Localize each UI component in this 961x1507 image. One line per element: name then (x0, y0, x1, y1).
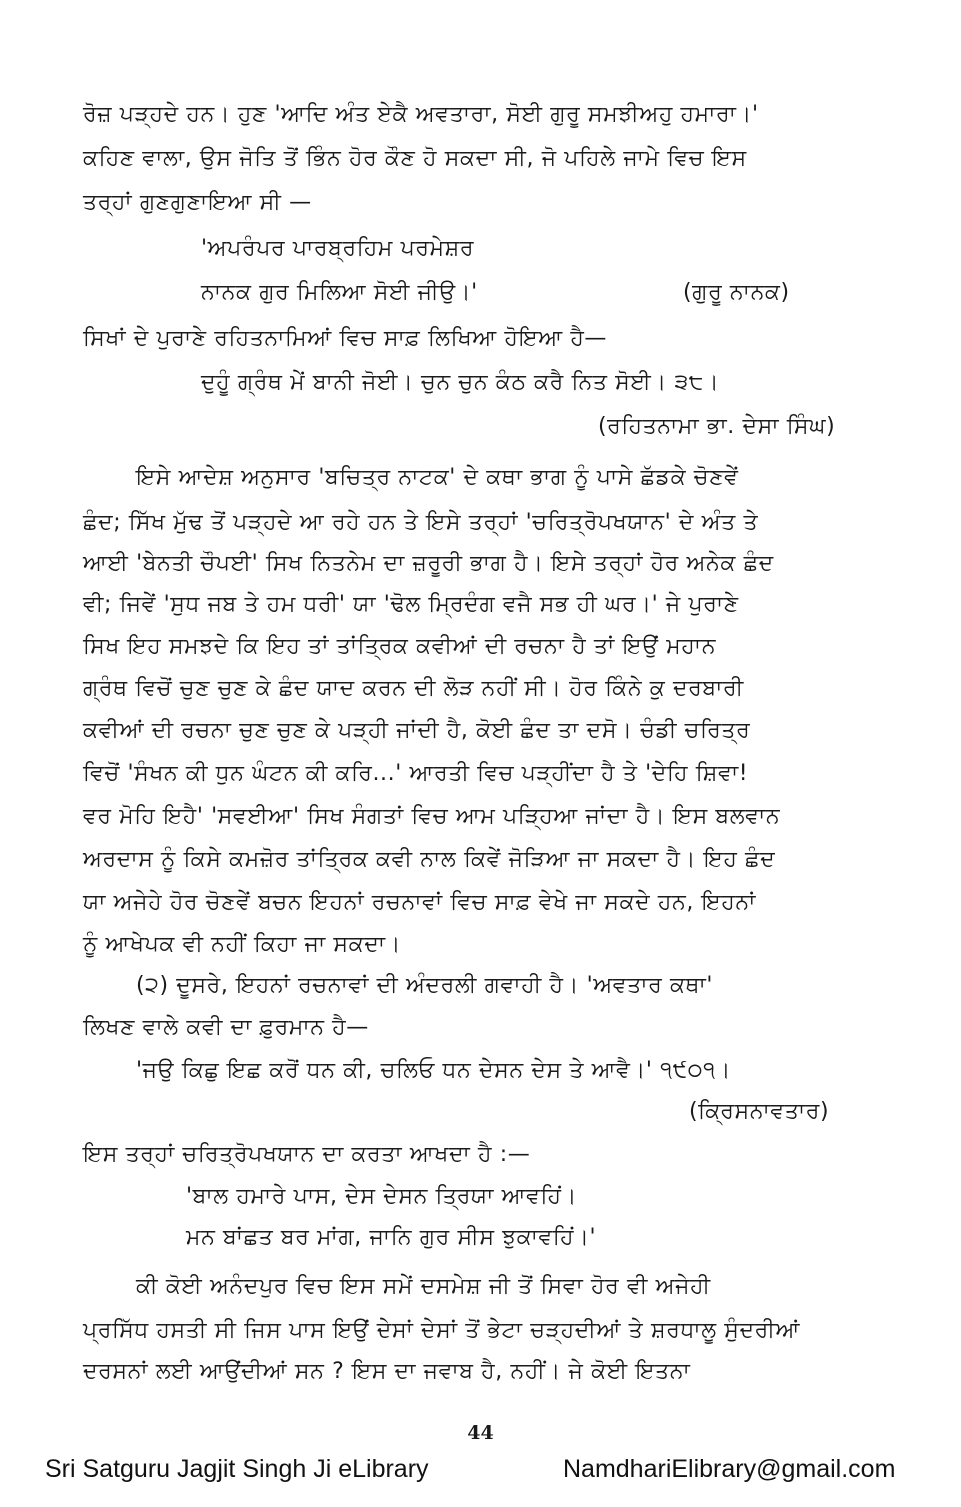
text-line: ਕਹਿਣ ਵਾਲਾ, ਉਸ ਜੋਤਿ ਤੋਂ ਭਿੰਨ ਹੋਰ ਕੌਣ ਹੋ ਸਕਦਾ ਸੀ, ਜੋ ਪਹਿਲੇ ਜਾਮੇ ਵਿਚ ਇਸ (83, 146, 747, 171)
text-line: ਰੋਜ਼ ਪੜ੍ਹਦੇ ਹਨ। ਹੁਣ 'ਆਦਿ ਅੰਤ ਏਕੈ ਅਵਤਾਰਾ, ਸੋਈ ਗੁਰੂ ਸਮਝੀਅਹੁ ਹਮਾਰਾ।' (83, 102, 759, 127)
text-line: ਲਿਖਣ ਵਾਲੇ ਕਵੀ ਦਾ ਫ਼ੁਰਮਾਨ ਹੈ— (83, 1015, 369, 1040)
text-line: ਕਵੀਆਂ ਦੀ ਰਚਨਾ ਚੁਣ ਚੁਣ ਕੇ ਪੜ੍ਹੀ ਜਾਂਦੀ ਹੈ, ਕੋਈ ਛੰਦ ਤਾ ਦਸੋ। ਚੰਡੀ ਚਰਿਤ੍ਰ (83, 718, 751, 743)
citation: (ਗੁਰੂ ਨਾਨਕ) (683, 280, 790, 305)
verse-line: ਮਨ ਬਾਂਛਤ ਬਰ ਮਾਂਗ, ਜਾਨਿ ਗੁਰ ਸੀਸ ਝੁਕਾਵਹਿਂ।' (186, 1225, 597, 1250)
verse-line: ਦੁਹੂੰ ਗ੍ਰੰਥ ਮੇਂ ਬਾਨੀ ਜੋਈ। ਚੁਨ ਚੁਨ ਕੰਠ ਕਰੈ ਨਿਤ ਸੋਈ। ੩੮। (201, 370, 720, 395)
text-line: ਇਸ ਤਰ੍ਹਾਂ ਚਰਿਤ੍ਰੋਪਖਯਾਨ ਦਾ ਕਰਤਾ ਆਖਦਾ ਹੈ :— (83, 1142, 531, 1167)
text-line: ਤਰ੍ਹਾਂ ਗੁਣਗੁਣਾਇਆ ਸੀ — (83, 190, 312, 215)
verse-line: 'ਜਉ ਕਿਛੁ ਇਛ ਕਰੋਂ ਧਨ ਕੀ, ਚਲਿਓ ਧਨ ਦੇਸਨ ਦੇਸ ਤੇ ਆਵੈ।' ੧੯੦੧। (136, 1058, 732, 1083)
text-line: ਛੰਦ; ਸਿੱਖ ਮੁੱਢ ਤੋਂ ਪੜ੍ਹਦੇ ਆ ਰਹੇ ਹਨ ਤੇ ਇਸੇ ਤਰ੍ਹਾਂ 'ਚਰਿਤ੍ਰੋਪਖਯਾਨ' ਦੇ ਅੰਤ ਤੇ (83, 510, 759, 535)
citation: (ਕ੍ਰਿਸਨਾਵਤਾਰ) (689, 1099, 830, 1124)
text-line: ਕੀ ਕੋਈ ਅਨੰਦਪੁਰ ਵਿਚ ਇਸ ਸਮੇਂ ਦਸਮੇਸ਼ ਜੀ ਤੋਂ ਸਿਵਾ ਹੋਰ ਵੀ ਅਜੇਹੀ (136, 1274, 711, 1299)
text-line: ਵਰ ਮੋਹਿ ਇਹੈ' 'ਸਵਈਆ' ਸਿਖ ਸੰਗਤਾਂ ਵਿਚ ਆਮ ਪੜ੍ਹਿਆ ਜਾਂਦਾ ਹੈ। ਇਸ ਬਲਵਾਨ (83, 804, 781, 829)
citation: (ਰਹਿਤਨਾਮਾ ਭਾ. ਦੇਸਾ ਸਿੰਘ) (598, 414, 836, 439)
text-line: ਗ੍ਰੰਥ ਵਿਚੋਂ ਚੁਣ ਚੁਣ ਕੇ ਛੰਦ ਯਾਦ ਕਰਨ ਦੀ ਲੋੜ ਨਹੀਂ ਸੀ। ਹੋਰ ਕਿੰਨੇ ਕੁ ਦਰਬਾਰੀ (83, 676, 744, 701)
text-line: ਯਾ ਅਜੇਹੇ ਹੋਰ ਚੋਣਵੇਂ ਬਚਨ ਇਹਨਾਂ ਰਚਨਾਵਾਂ ਵਿਚ ਸਾਫ਼ ਵੇਖੇ ਜਾ ਸਕਦੇ ਹਨ, ਇਹਨਾਂ (83, 890, 756, 915)
text-line: ਵਿਚੋਂ 'ਸੰਖਨ ਕੀ ਧੁਨ ਘੰਟਨ ਕੀ ਕਰਿ...' ਆਰਤੀ ਵਿਚ ਪੜ੍ਹੀਂਦਾ ਹੈ ਤੇ 'ਦੇਹਿ ਸ਼ਿਵਾ! (83, 761, 749, 786)
verse-line: 'ਬਾਲ ਹਮਾਰੇ ਪਾਸ, ਦੇਸ ਦੇਸਨ ਤ੍ਰਿਯਾ ਆਵਹਿਂ। (186, 1184, 578, 1209)
text-line: ਪ੍ਰਸਿੱਧ ਹਸਤੀ ਸੀ ਜਿਸ ਪਾਸ ਇਉਂ ਦੇਸਾਂ ਦੇਸਾਂ ਤੋਂ ਭੇਟਾ ਚੜ੍ਹਦੀਆਂ ਤੇ ਸ਼ਰਧਾਲੂ ਸੁੰਦਰੀਆਂ (83, 1318, 801, 1343)
text-line: ਵੀ; ਜਿਵੇਂ 'ਸੁਧ ਜਬ ਤੇ ਹਮ ਧਰੀ' ਯਾ 'ਢੋਲ ਮ੍ਰਿਦੰਗ ਵਜੈ ਸਭ ਹੀ ਘਰ।' ਜੇ ਪੁਰਾਣੇ (83, 592, 739, 617)
text-line: ਸਿਖ ਇਹ ਸਮਝਦੇ ਕਿ ਇਹ ਤਾਂ ਤਾਂਤ੍ਰਿਕ ਕਵੀਆਂ ਦੀ ਰਚਨਾ ਹੈ ਤਾਂ ਇਉਂ ਮਹਾਨ (83, 634, 717, 659)
text-line: (੨) ਦੂਸਰੇ, ਇਹਨਾਂ ਰਚਨਾਵਾਂ ਦੀ ਅੰਦਰਲੀ ਗਵਾਹੀ ਹੈ। 'ਅਵਤਾਰ ਕਥਾ' (136, 973, 714, 998)
text-line: ਅਰਦਾਸ ਨੂੰ ਕਿਸੇ ਕਮਜ਼ੋਰ ਤਾਂਤ੍ਰਿਕ ਕਵੀ ਨਾਲ ਕਿਵੇਂ ਜੋੜਿਆ ਜਾ ਸਕਦਾ ਹੈ। ਇਹ ਛੰਦ (83, 847, 776, 872)
text-line: ਨੂੰ ਆਖੇਪਕ ਵੀ ਨਹੀਂ ਕਿਹਾ ਜਾ ਸਕਦਾ। (83, 932, 402, 957)
footer-email: NamdhariElibrary@gmail.com (563, 1455, 896, 1483)
verse-line: ਨਾਨਕ ਗੁਰ ਮਿਲਿਆ ਸੋਈ ਜੀਉ।' (201, 280, 478, 305)
text-line: ਦਰਸਨਾਂ ਲਈ ਆਉਂਦੀਆਂ ਸਨ ? ਇਸ ਦਾ ਜਵਾਬ ਹੈ, ਨਹੀਂ। ਜੇ ਕੋਈ ਇਤਨਾ (83, 1359, 691, 1384)
verse-line: 'ਅਪਰੰਪਰ ਪਾਰਬ੍ਰਹਿਮ ਪਰਮੇਸ਼ਰ (201, 236, 475, 261)
text-line: ਇਸੇ ਆਦੇਸ਼ ਅਨੁਸਾਰ 'ਬਚਿਤ੍ਰ ਨਾਟਕ' ਦੇ ਕਥਾ ਭਾਗ ਨੂੰ ਪਾਸੇ ਛੱਡਕੇ ਚੋਣਵੇਂ (136, 465, 739, 490)
page-number: 44 (467, 1422, 494, 1444)
text-line: ਸਿਖਾਂ ਦੇ ਪੁਰਾਣੇ ਰਹਿਤਨਾਮਿਆਂ ਵਿਚ ਸਾਫ਼ ਲਿਖਿਆ ਹੋਇਆ ਹੈ— (83, 326, 608, 351)
text-line: ਆਈ 'ਬੇਨਤੀ ਚੌਪਈ' ਸਿਖ ਨਿਤਨੇਮ ਦਾ ਜ਼ਰੂਰੀ ਭਾਗ ਹੈ। ਇਸੇ ਤਰ੍ਹਾਂ ਹੋਰ ਅਨੇਕ ਛੰਦ (83, 551, 774, 576)
footer-library-name: Sri Satguru Jagjit Singh Ji eLibrary (45, 1455, 429, 1483)
